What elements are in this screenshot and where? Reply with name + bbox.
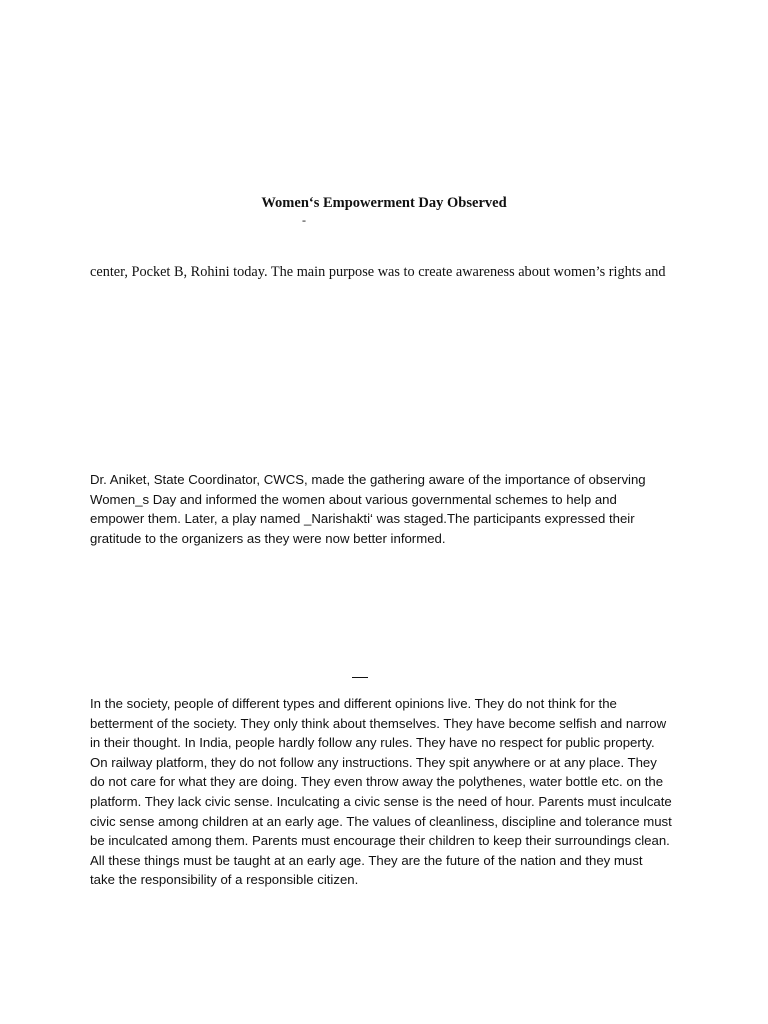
title-dash: -: [302, 213, 306, 227]
paragraph-line: On railway platform, they do not follow any instructions. They spit anywhere or at any place. They: [90, 754, 657, 770]
paragraph-line: civic sense among children at an early age. The values of cleanliness, discipline and tolerance must: [90, 813, 672, 829]
paragraph-line: be inculcated among them. Parents must encourage their children to keep their surroundings clean.: [90, 833, 670, 849]
section-divider: [352, 677, 368, 678]
paragraph-line: in their thought. In India, people hardly follow any rules. They have no respect for public property.: [90, 735, 655, 751]
paragraph-line: In the society, people of different types and different opinions live. They do not think for the: [90, 696, 617, 711]
paragraph-line: take the responsibility of a responsible citizen.: [90, 872, 359, 888]
paragraph-line: All these things must be taught at an early age. They are the future of the nation and they must: [90, 852, 643, 868]
paragraph-line: gratitude to the organizers as they were now better informed.: [90, 530, 446, 546]
paragraph-civic-sense: [90, 694, 690, 890]
paragraph-line: empower them. Later, a play named _Narishakti‘ was staged.The participants expressed their: [90, 511, 635, 527]
document-title: Women‘s Empowerment Day Observed: [261, 195, 507, 211]
paragraph-line: do not care for what they are doing. They even throw away the polythenes, water bottle etc. on the: [90, 774, 664, 790]
paragraph-line: betterment of the society. They only think about themselves. They have become selfish and narrow: [90, 715, 667, 731]
paragraph-line: platform. They lack civic sense. Inculcating a civic sense is the need of hour. Parents must inculcate: [90, 793, 672, 809]
paragraph-line: Women_s Day and informed the women about various governmental schemes to help and: [90, 491, 617, 507]
paragraph-coordinator: [90, 470, 690, 548]
intro-line: center, Pocket B, Rohini today. The main purpose was to create awareness about women’s rights and: [90, 264, 666, 280]
paragraph-line: Dr. Aniket, State Coordinator, CWCS, made the gathering aware of the importance of observing: [90, 472, 646, 487]
